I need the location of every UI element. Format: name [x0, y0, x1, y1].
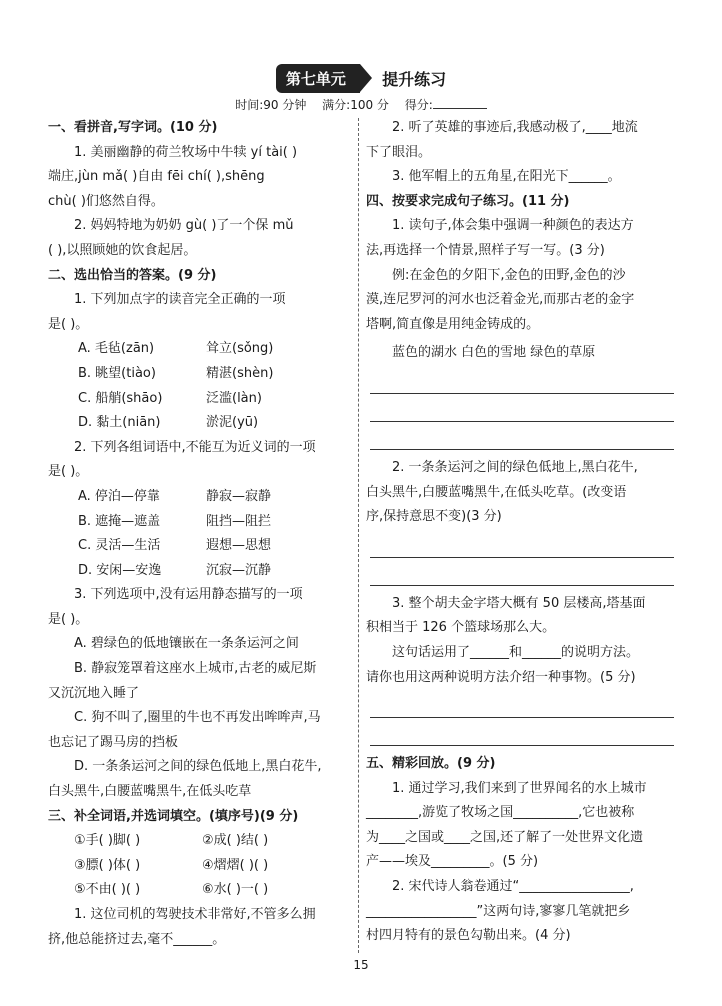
word-row: ①手( )脚( ) ②成( )结( ) — [74, 833, 269, 849]
option-row: A. 停泊—停靠 静寂—寂静 — [78, 488, 272, 504]
question-text: 序,保持意思不变)(3 分) — [366, 509, 502, 525]
example-text: 塔啊,简直像是用纯金铸成的。 — [366, 316, 540, 332]
unit-badge: 第七单元 — [276, 64, 360, 93]
section-5-title: 五、精彩回放。(9 分) — [366, 756, 496, 772]
question-text: 1. 这位司机的驾驶技术非常好,不管多么拥 — [74, 907, 316, 922]
option-row: C. 船艄(shāo) 泛滥(làn) — [78, 390, 262, 406]
score-label: 得分: — [405, 98, 487, 112]
option-row: B. 遮掩—遮盖 阻挡—阻拦 — [78, 513, 272, 529]
option-text: C. 狗不叫了,圈里的牛也不再发出哞哞声,马 — [74, 710, 321, 726]
question-text: 请你也用这两种说明方法介绍一种事物。(5 分) — [366, 669, 636, 685]
question-text: 村四月特有的景色勾勒出来。(4 分) — [366, 928, 571, 944]
question-text: 产——埃及_________。(5 分) — [366, 854, 539, 870]
answer-line[interactable] — [370, 718, 674, 746]
page-title: 提升练习 — [382, 70, 447, 89]
left-column — [48, 116, 352, 952]
page-number: 15 — [353, 958, 369, 972]
question-text: 2. 听了英雄的事迹后,我感动极了,____地流 — [392, 120, 638, 135]
right-column — [366, 116, 674, 949]
option-text: 又沉沉地入睡了 — [48, 685, 140, 701]
question-text: 白头黑牛,白腰蓝嘴黑牛,在低头吃草。(改变语 — [366, 484, 627, 500]
option-row: D. 安闲—安逸 沉寂—沉静 — [78, 562, 272, 578]
section-3-title: 三、补全词语,并选词填空。(填序号)(9 分) — [48, 808, 299, 824]
question-text: 端庄,jùn mǎ( )自由 fēi chí( ),shēng — [48, 169, 265, 185]
option-text: B. 静寂笼罩着这座水上城市,古老的威尼斯 — [74, 661, 317, 677]
question-text: 1. 读句子,体会集中强调一种颜色的表达方 — [392, 218, 634, 234]
question-text: chù( )们悠然自得。 — [48, 193, 164, 209]
exam-meta — [0, 96, 722, 113]
question-text: 1. 通过学习,我们来到了世界闻名的水上城市 — [392, 780, 647, 796]
option-text: A. 碧绿色的低地镶嵌在一条条运河之间 — [74, 636, 299, 652]
option-row: A. 毛毡(zān) 耸立(sǒng) — [78, 341, 274, 357]
section-2-title: 二、选出恰当的答案。(9 分) — [48, 267, 217, 283]
question-text: 是( )。 — [48, 611, 89, 627]
answer-line[interactable] — [370, 366, 674, 394]
question-text: 3. 他军帽上的五角星,在阳光下______。 — [392, 169, 621, 185]
option-text: 也忘记了踢马房的挡板 — [48, 734, 179, 750]
answer-line[interactable] — [370, 422, 674, 450]
section-1-title: 一、看拼音,写字词。(10 分) — [48, 120, 218, 135]
score-blank[interactable] — [433, 96, 487, 109]
answer-line[interactable] — [370, 558, 674, 586]
question-text: ( ),以照顾她的饮食起居。 — [48, 242, 197, 258]
question-text: 2. 宋代诗人翁卷通过“_________________, — [392, 879, 634, 895]
example-text: 例:在金色的夕阳下,金色的田野,金色的沙 — [392, 267, 626, 283]
example-text: 漠,连尼罗河的河水也泛着金光,而那古老的金字 — [366, 292, 635, 308]
section-4-title: 四、按要求完成句子练习。(11 分) — [366, 193, 570, 209]
time-limit: 时间:90 分钟 — [235, 98, 307, 112]
option-text: 白头黑牛,白腰蓝嘴黑牛,在低头吃草 — [48, 784, 252, 800]
option-row: C. 灵活—生活 遐想—思想 — [78, 538, 272, 554]
question-text: 2. 一条条运河之间的绿色低地上,黑白花牛, — [392, 459, 638, 475]
option-row: B. 眺望(tiào) 精湛(shèn) — [78, 365, 274, 381]
question-text: 挤,他总能挤过去,毫不______。 — [48, 931, 226, 947]
question-text: 1. 美丽幽静的荷兰牧场中牛犊 yí tài( ) — [74, 144, 298, 160]
question-text: 法,再选择一个情景,照样子写一写。(3 分) — [366, 242, 605, 258]
question-text: 积相当于 126 个篮球场那么大。 — [366, 620, 556, 636]
column-divider — [358, 118, 359, 953]
full-score: 满分:100 分 — [322, 98, 389, 112]
question-text: 3. 整个胡夫金字塔大概有 50 层楼高,塔基面 — [392, 595, 646, 611]
option-text: D. 一条条运河之间的绿色低地上,黑白花牛, — [74, 759, 322, 775]
question-text: 2. 妈妈特地为奶奶 gù( )了一个保 mǔ — [74, 218, 294, 234]
question-text: 为____之国或____之国,还了解了一处世界文化遗 — [366, 829, 644, 845]
answer-line[interactable] — [370, 690, 674, 718]
option-row: D. 黏土(niān) 淤泥(yū) — [78, 415, 259, 431]
question-text: 2. 下列各组词语中,不能互为近义词的一项 — [74, 439, 316, 455]
question-text: 是( )。 — [48, 316, 89, 332]
question-text: 下了眼泪。 — [366, 144, 432, 160]
question-text: _________________”这两句诗,寥寥几笔就把乡 — [366, 903, 631, 919]
question-text: ________,游览了牧场之国__________,它也被称 — [366, 805, 635, 821]
page-header — [0, 64, 722, 93]
question-text: 1. 下列加点字的读音完全正确的一项 — [74, 292, 286, 308]
answer-line[interactable] — [370, 530, 674, 558]
question-text: 是( )。 — [48, 464, 89, 480]
answer-line[interactable] — [370, 394, 674, 422]
word-row: ⑤不由( )( ) ⑥水( )一( ) — [74, 882, 269, 898]
scene-choices: 蓝色的湖水 白色的雪地 绿色的草原 — [392, 345, 596, 361]
word-row: ③膘( )体( ) ④熠熠( )( ) — [74, 857, 269, 873]
question-text: 这句话运用了______和______的说明方法。 — [392, 644, 640, 660]
question-text: 3. 下列选项中,没有运用静态描写的一项 — [74, 587, 303, 603]
